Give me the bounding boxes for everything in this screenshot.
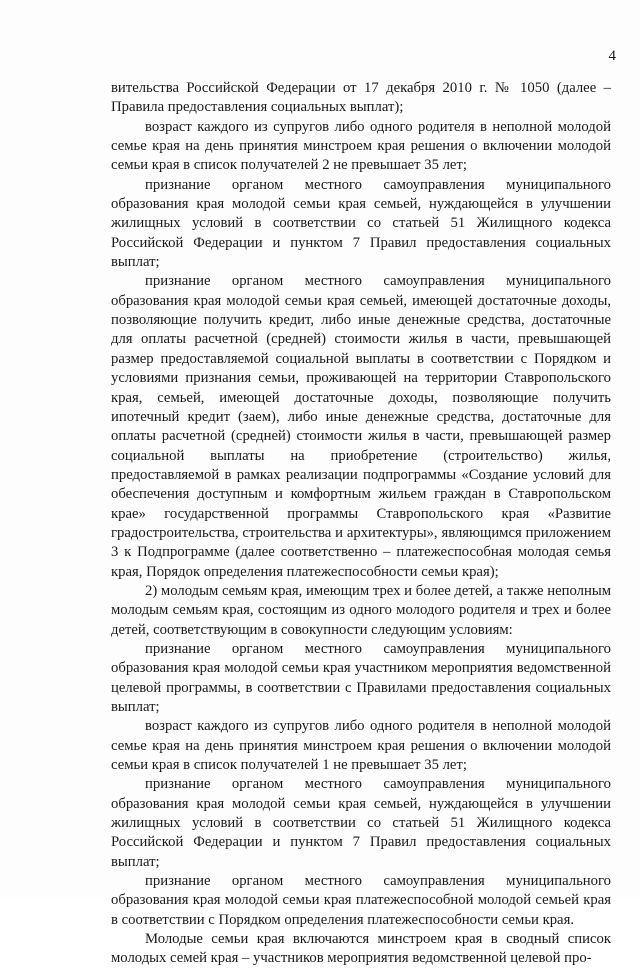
page-number: 4 bbox=[608, 48, 616, 64]
paragraph-housing-need-2: признание органом местного самоуправления муниципального образования края молодой семьи края семьей, нуждающейся в улучшении жилищных условий в соответствии со статьей 51 Жилищного кодекса Российской Федерации и пунктом 7 Правил предоставления социальных выплат; bbox=[111, 776, 611, 870]
paragraph-continuation: вительства Российской Федерации от 17 декабря 2010 г. № 1050 (далее – Правила предоставления социальных выплат); bbox=[111, 80, 611, 116]
paragraph-housing-need: признание органом местного самоуправления муниципального образования края молодой семьи края семьей, нуждающейся в улучшении жилищных условий в соответствии со статьей 51 Жилищного кодекса Российской Федерации и пунктом 7 Правил предоставления социальных выплат; bbox=[111, 176, 611, 271]
paragraph-sufficient-income: признание органом местного самоуправления муниципального образования края молодой семьи края семьей, имеющей достаточные доходы, позволяющие получить кредит, либо иные денежные средства, достаточные для оплаты расчетной (средней) стоимости жилья в части, превышающей размер предоставляемой социальной выплаты в соответствии с Порядком и условиями признания семьи, проживающей на территории Ставропольского края, семьей, имеющей достаточные доходы, позволяющие получить ипотечный кредит (заем), либо иные денежные средства, достаточные для оплаты расчетной (средней) стоимости жилья в части, превышающей размер социальной выплаты на приобретение (строительство) жилья, предоставляемой в рамках реализации подпрограммы «Создание условий для обеспечения доступным и комфортным жильем граждан в Ставропольском крае» государственной программы Ставропольского края «Развитие градостроительства, строительства и архитектуры», являющимся приложением 3 к Подпрограмме (далее соответственно – платежеспособная молодая семья края, Порядок определения платежеспособности семьи края); bbox=[111, 273, 611, 580]
paragraph-age-condition: возраст каждого из супругов либо одного родителя в неполной молодой семье края на день принятия минстроем края решения о включении молодой семьи края в список получателей 2 не превышает 35 лет; bbox=[111, 118, 611, 174]
paragraph-program-participant: признание органом местного самоуправления муниципального образования края молодой семьи края участником мероприятия ведомственной целевой программы, в соответствии с Правилами предоставления социальных выплат; bbox=[111, 640, 611, 715]
paragraph-solvency: признание органом местного самоуправления муниципального образования края молодой семьи края платежеспособной молодой семьей края в соответствии с Порядком определения платежеспособности семьи края. bbox=[111, 873, 611, 928]
paragraph-summary-list: Молодые семьи края включаются минстроем края в сводный список молодых семей края – участников мероприятия ведомственной целевой про- bbox=[111, 931, 611, 967]
paragraph-large-families: 2) молодым семьям края, имеющим трех и более детей, а также неполным молодым семьям края, состоящим из одного молодого родителя и трех и более детей, соответствующим в совокупности следующим условиям: bbox=[111, 582, 611, 638]
document-body bbox=[111, 79, 611, 969]
paragraph-age-condition-2: возраст каждого из супругов либо одного родителя в неполной молодой семье края на день принятия минстроем края решения о включении молодой семьи края в список получателей 1 не превышает 35 лет; bbox=[111, 718, 611, 774]
